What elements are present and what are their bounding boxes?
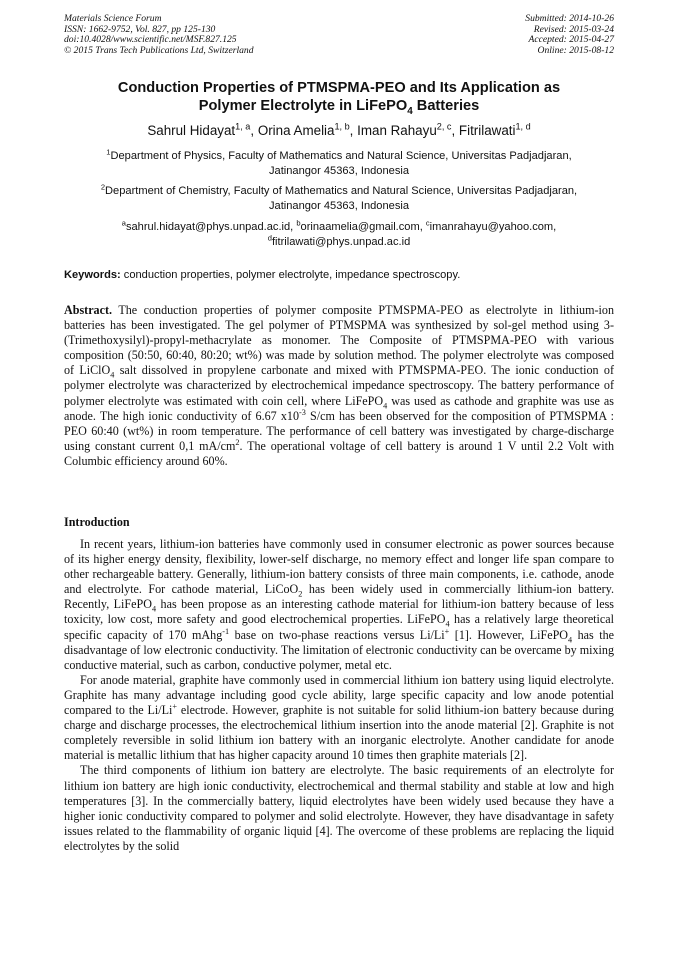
- affiliation-number: 2: [100, 182, 106, 192]
- text: electrode. However, graphite is not suitable for solid lithium-ion battery because during charge and discharge processes, the electrochemical lithium insertion into the anode material [2]. Graphite is not completely reversible in solid lithium ion battery with an inorganic electrolyte. Another candidate for anode material is metallic lithium that has higher capacity around 10 times then graphite materials [2].: [64, 703, 614, 763]
- email-line: [50, 220, 628, 235]
- subscript: 2: [298, 589, 303, 599]
- author-sep: ,: [250, 123, 258, 138]
- affiliation-line: [50, 149, 628, 164]
- date-accepted: Accepted: 2015-04-27: [528, 34, 614, 46]
- introduction-body: [64, 537, 614, 854]
- email-marker: a: [121, 218, 126, 228]
- abstract-label: Abstract.: [64, 303, 113, 317]
- text: [1]. However, LiFePO: [449, 627, 569, 642]
- subscript: 4: [445, 619, 450, 629]
- journal-doi: doi:10.4028/www.scientific.net/MSF.827.125: [64, 34, 237, 46]
- email-b[interactable]: orinaamelia@gmail.com,: [300, 221, 423, 233]
- email-a[interactable]: sahrul.hidayat@phys.unpad.ac.id,: [125, 221, 294, 233]
- abstract: [64, 303, 614, 469]
- title-text: Polymer Electrolyte in LiFePO: [198, 98, 408, 114]
- affiliation-1: [50, 149, 628, 179]
- text: base on two-phase reactions versus Li/Li: [229, 627, 445, 642]
- paper-title: [60, 79, 618, 115]
- author-name: Iman Rahayu: [357, 123, 437, 138]
- email-marker: d: [267, 233, 272, 243]
- abstract-text: . The operational voltage of cell battery is around 1 V until 2.2 Volt with Columbic efficiency around 60%.: [64, 438, 614, 468]
- title-line-2: [60, 97, 618, 115]
- abstract-subscript: 4: [383, 400, 388, 410]
- author-name: Orina Amelia: [257, 123, 335, 138]
- email-marker: b: [296, 218, 301, 228]
- abstract-superscript: 2: [235, 437, 240, 447]
- email-line: [50, 235, 628, 250]
- subscript: 4: [568, 634, 573, 644]
- journal-copyright: © 2015 Trans Tech Publications Ltd, Switzerland: [64, 44, 254, 56]
- date-online: Online: 2015-08-12: [537, 44, 614, 56]
- paragraph: [64, 537, 614, 673]
- journal-issn: ISSN: 1662-9752, Vol. 827, pp 125-130: [64, 23, 216, 35]
- text: In recent years, lithium-ion batteries have commonly used in consumer electronic as power sources because of its higher energy density, flexibility, lower-self discharge, no memory effect and longer life span compare to other rechargeable battery. Generally, lithium-ion battery consists of three main components, i.e. cathode, anode and electrolyte. For cathode material, LiCoO: [64, 537, 614, 597]
- affiliation-address: Jatinangor 45363, Indonesia: [268, 200, 409, 212]
- journal-name: Materials Science Forum: [64, 13, 162, 24]
- abstract-subscript: 4: [110, 370, 115, 380]
- title-text-end: Batteries: [412, 98, 480, 114]
- email-c[interactable]: imanrahayu@yahoo.com,: [429, 221, 557, 233]
- author-list: [40, 122, 638, 139]
- keywords: [64, 268, 614, 283]
- keywords-text: conduction properties, polymer electrolyte, impedance spectroscopy.: [120, 269, 461, 281]
- date-revised: Revised: 2015-03-24: [533, 23, 614, 35]
- affiliation-number: 1: [106, 147, 111, 157]
- text: has the disadvantage of low electronic conductivity. The limitation of electronic conductivity can be overcame by mixing conductive material, such as carbon, conductive polymer, metal etc.: [64, 627, 614, 672]
- abstract-text: salt dissolved in propylene carbonate and mixed with PTMSPMA-PEO. The ionic conduction of polymer electrolyte was characterized by electrochemical impedance spectroscopy. The battery performance of polymer electrolyte was estimated with coin cell, where LiFePO: [64, 363, 614, 408]
- author-sep: ,: [349, 123, 358, 138]
- text: has a relatively large theoretical specific capacity of 170 mAhg: [64, 612, 615, 642]
- author-affil: 2, c: [436, 121, 452, 132]
- title-subscript: 4: [407, 105, 413, 117]
- affiliation-line: [50, 184, 628, 199]
- date-submitted: Submitted: 2014-10-26: [525, 13, 614, 24]
- abstract-text: was used as cathode and graphite was use as anode. The high ionic conductivity of 6.67 x10: [64, 393, 614, 423]
- abstract-text: The conduction properties of polymer composite PTMSPMA-PEO as electrolyte in lithium-ion batteries has been investigated. The gel polymer of PTMSPMA was synthesized by sol-gel method using 3-(Trimethoxysilyl)-propyl-methacrylate as monomer. The Composite of PTMSPMA-PEO with various composition (50:50, 60:40, 80:20; wt%) was made by solution method. The polymer electrolyte was composed of LiClO: [64, 303, 614, 378]
- title-line-1: Conduction Properties of PTMSPMA-PEO and Its Application as: [117, 80, 561, 96]
- affiliation-text: Department of Physics, Faculty of Mathematics and Natural Science, Universitas Padjadjaran,: [110, 150, 572, 162]
- affiliation-address: Jatinangor 45363, Indonesia: [268, 165, 409, 177]
- abstract-superscript: -3: [299, 407, 306, 417]
- superscript: -1: [222, 626, 230, 636]
- subscript: 4: [151, 604, 157, 614]
- text: For anode material, graphite have commonly used in commercial lithium ion battery using liquid electrolyte. Graphite has many advantage including good cycle ability, large specific capacity and low anode potential compared to the Li/Li: [64, 672, 614, 718]
- author-affil: 1, d: [515, 121, 531, 132]
- text: has been widely used in commercially lithium-ion battery. Recently, LiFePO: [64, 582, 614, 612]
- paragraph: The third components of lithium ion battery are electrolyte. The basic requirements of an electrolyte for lithium ion battery are high ionic conductivity, electrochemical and thermal stability and stable at low and high temperatures [3]. In the commercially battery, liquid electrolytes have been widely used because they have a higher ionic conductivity compared to polymer and solid electrolyte. However, they have disadvantage in safety issues related to the flammability of organic liquid [4]. The overcome of these problems are replacing the liquid electrolytes by the solid: [64, 763, 614, 853]
- section-heading-introduction: Introduction: [64, 515, 130, 529]
- affiliation-2: [50, 184, 628, 214]
- text: has been propose as an interesting cathode material for lithium-ion battery because of less toxicity, low cost, more safety and good electrochemical properties. LiFePO: [64, 597, 615, 627]
- author-affil: 1, b: [334, 121, 350, 132]
- paragraph: [64, 673, 614, 764]
- email-marker: c: [425, 218, 430, 228]
- journal-header: [64, 14, 254, 56]
- email-d[interactable]: fitrilawati@phys.unpad.ac.id: [271, 236, 411, 248]
- author-affil: 1, a: [235, 121, 251, 132]
- author-name: Fitrilawati: [458, 123, 516, 138]
- superscript: +: [444, 626, 450, 636]
- email-list: [50, 220, 628, 250]
- dates-header: [525, 14, 614, 56]
- keywords-label: Keywords:: [64, 269, 121, 281]
- author-sep: ,: [451, 123, 459, 138]
- superscript: +: [172, 702, 177, 711]
- affiliation-text: Department of Chemistry, Faculty of Mathematics and Natural Science, Universitas Padjadjaran,: [105, 185, 578, 197]
- abstract-text: S/cm has been observed for the composition of PTMSPMA : PEO 60:40 (wt%) in room temperature. The performance of cell battery was investigated by charge-discharge using constant current 0,1 mA/cm: [64, 408, 614, 453]
- author-name: Sahrul Hidayat: [147, 123, 236, 138]
